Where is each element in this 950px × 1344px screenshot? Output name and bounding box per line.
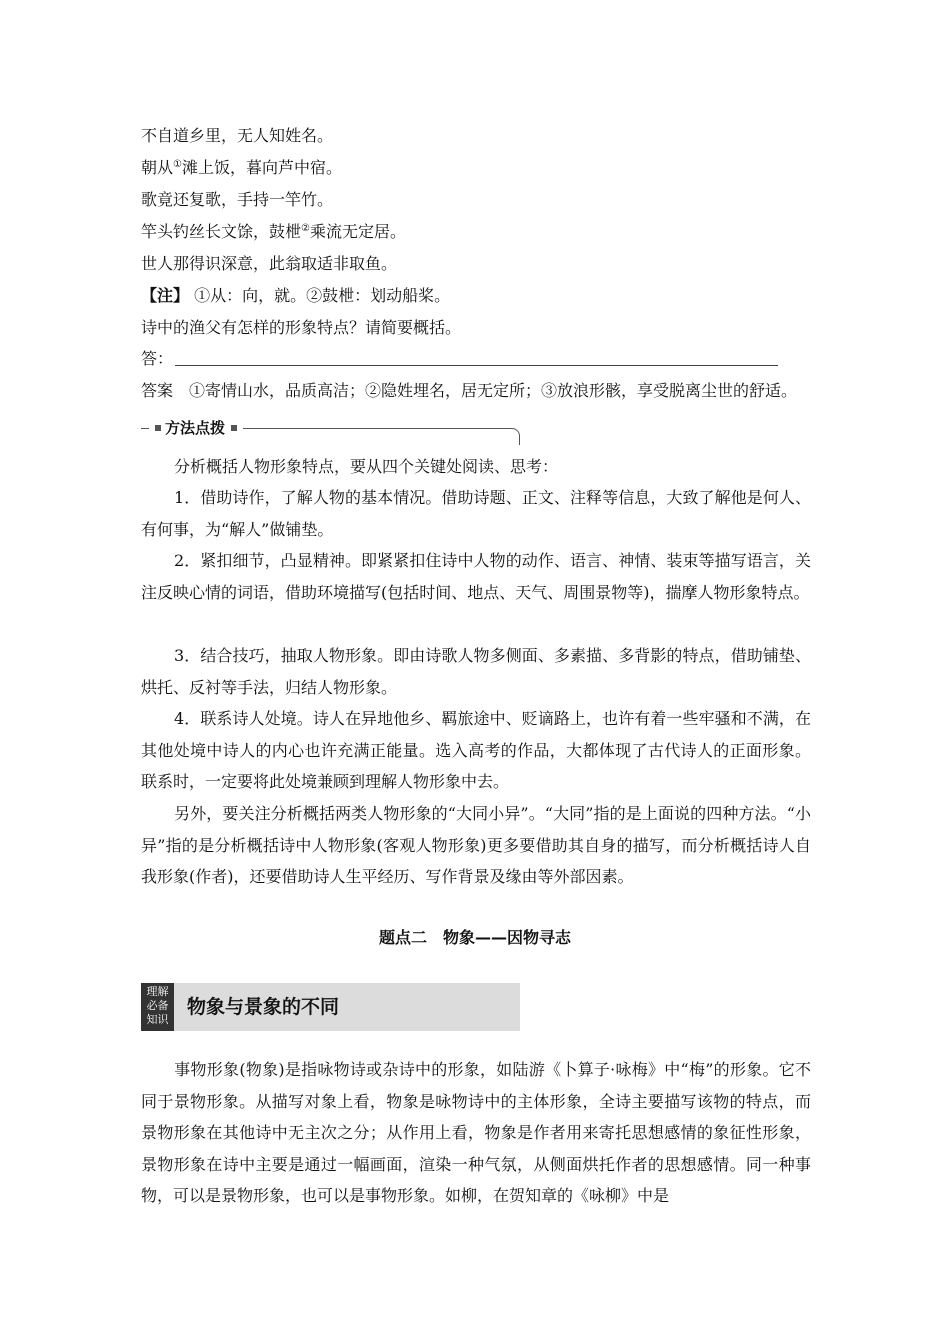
body-paragraph-text: 事物形象(物象)是指咏物诗或杂诗中的形象，如陆游《卜算子·咏梅》中“梅”的形象。它不同于景物形象。从描写对象上看，物象是咏物诗中的主体形象，全诗主要描写该物的特点，而景物形象在其他诗中无主次之分；从作用上看，物象是作者用来寄托思想感情的象征性形象，景物形象在诗中主要是通过一幅画面，渲染一种气氛，从侧面烘托作者的思想感情。同一种事物，可以是景物形象，也可以是事物形象。如柳，在贺知章的《咏柳》中是 — [141, 1060, 811, 1205]
method-intro — [141, 451, 811, 483]
poem-line-4 — [141, 222, 406, 242]
knowledge-badge — [141, 983, 174, 1031]
method-item-text: 1．借助诗作，了解人物的基本情况。借助诗题、正文、注释等信息，大致了解他是何人、有何事，为“解人”做铺垫。 — [141, 488, 811, 539]
footnote-marker-2: ② — [301, 223, 310, 234]
method-item-text: 2．紧扣细节，凸显精神。即紧紧扣住诗中人物的动作、语言、神情、装束等描写语言，关注反映心情的词语，借助环境描写(包括时间、地点、天气、周围景物等)，揣摩人物形象特点。 — [141, 551, 811, 602]
method-title — [149, 418, 243, 438]
method-item-3 — [141, 640, 811, 703]
method-title-text: 方法点拨 — [165, 419, 226, 437]
poem-line-5: 世人那得识深意，此翁取适非取鱼。 — [141, 254, 398, 273]
poem-line-1: 不自道乡里，无人知姓名。 — [141, 126, 334, 145]
poem-line-2-start: 朝从 — [141, 158, 174, 177]
method-extra-text: 另外，要关注分析概括两类人物形象的“大同小异”。“大同”指的是上面说的四种方法。“小异”指的是分析概括诗中人物形象(客观人物形象)更多要借助其自身的描写，而分析概括诗人自我形象(作者)，还要借助诗人生平经历、写作背景及缘由等外部因素。 — [141, 804, 811, 886]
footnote-marker-1: ① — [173, 159, 182, 170]
answer-blank-line — [175, 365, 778, 366]
badge-line: 必备 — [146, 999, 169, 1012]
note-text: ①从：向，就。②鼓枻：划动船桨。 — [189, 286, 451, 305]
method-item-4 — [141, 703, 811, 798]
note — [141, 286, 450, 306]
poem-line-4-start: 竿头钓丝长文馀，鼓枻 — [141, 222, 302, 241]
answer-label: 答案 — [141, 381, 174, 400]
body-paragraph — [141, 1054, 811, 1212]
method-item-1 — [141, 482, 811, 545]
square-bullet-icon — [231, 425, 237, 431]
method-item-text: 4．联系诗人处境。诗人在异地他乡、羁旅途中、贬谪路上，也许有着一些牢骚和不满，在其他处境中诗人的内心也许充满正能量。选入高考的作品，大都体现了古代诗人的正面形象。联系时，一定要将此处境兼顾到理解人物形象中去。 — [141, 709, 811, 791]
poem-line-3: 歌竟还复歌，手持一竿竹。 — [141, 190, 334, 209]
poem-line-2 — [141, 158, 342, 178]
method-item-2 — [141, 545, 811, 608]
badge-line: 理解 — [146, 985, 169, 998]
square-bullet-icon — [155, 425, 161, 431]
poem-line-4-end: 乘流无定居。 — [309, 222, 406, 241]
badge-line: 知识 — [146, 1013, 169, 1026]
answer-prompt: 答： — [141, 349, 174, 368]
method-extra — [141, 798, 811, 893]
answer-text: ①寄情山水，品质高洁；②隐姓埋名，居无定所；③放浪形骸，享受脱离尘世的舒适。 — [189, 381, 798, 400]
answer — [141, 381, 797, 401]
question: 诗中的渔父有怎样的形象特点？请简要概括。 — [141, 318, 462, 337]
poem-line-2-end: 滩上饭，暮向芦中宿。 — [181, 158, 342, 177]
knowledge-title: 物象与景象的不同 — [187, 996, 340, 1018]
method-intro-text: 分析概括人物形象特点，要从四个关键处阅读、思考： — [174, 457, 559, 476]
method-item-text: 3．结合技巧，抽取人物形象。即由诗歌人物多侧面、多素描、多背影的特点，借助铺垫、烘托、反衬等手法，归结人物形象。 — [141, 646, 811, 697]
section-title: 题点二 物象——因物寻志 — [378, 928, 571, 947]
note-label: 【注】 — [141, 286, 190, 305]
